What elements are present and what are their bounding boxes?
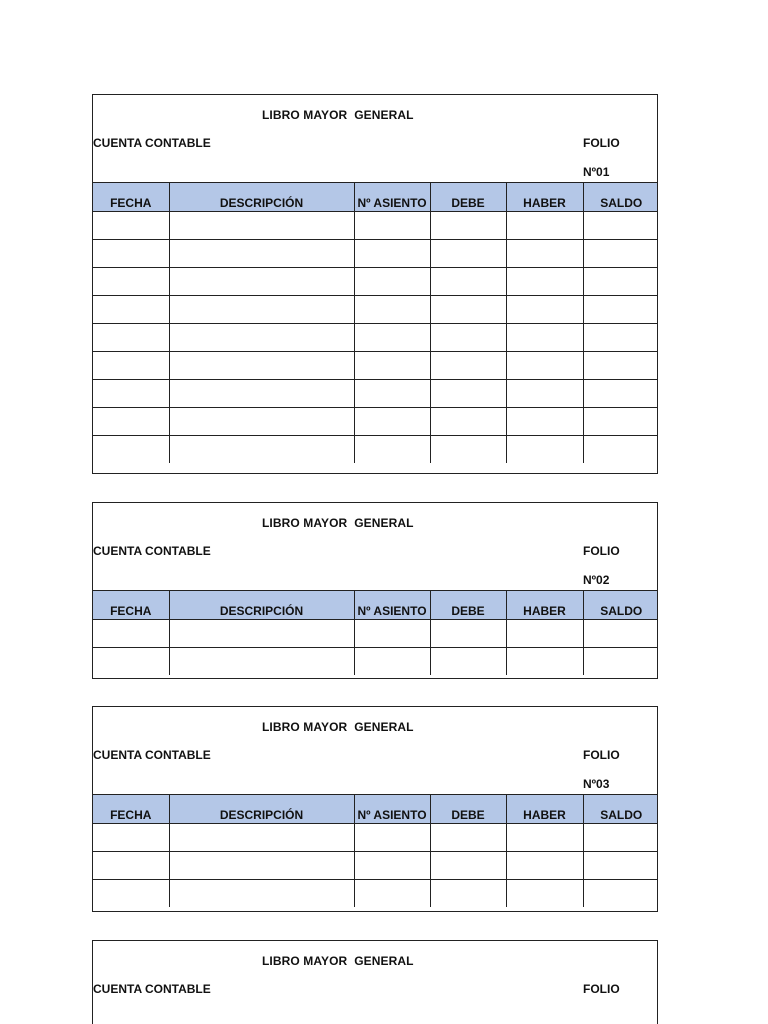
table-cell[interactable] — [93, 239, 169, 267]
table-cell[interactable] — [506, 379, 583, 407]
ledger-block-1 — [92, 94, 658, 474]
table-cell[interactable] — [354, 823, 430, 851]
column-header: HABER — [506, 183, 583, 211]
table-cell[interactable] — [430, 435, 506, 463]
column-header: DEBE — [430, 795, 506, 823]
table-cell[interactable] — [583, 323, 658, 351]
table-cell[interactable] — [169, 323, 354, 351]
column-header: DEBE — [430, 591, 506, 619]
ledger-title: LIBRO MAYOR GENERAL — [262, 720, 414, 734]
folio-number: Nº03 — [583, 777, 610, 791]
table-cell[interactable] — [93, 351, 169, 379]
column-header: FECHA — [93, 795, 169, 823]
ledger-title: LIBRO MAYOR GENERAL — [262, 954, 414, 968]
table-cell[interactable] — [93, 851, 169, 879]
table-cell[interactable] — [354, 295, 430, 323]
table-cell[interactable] — [430, 267, 506, 295]
table-cell[interactable] — [430, 239, 506, 267]
table-cell[interactable] — [169, 435, 354, 463]
table-cell[interactable] — [93, 379, 169, 407]
table-cell[interactable] — [430, 619, 506, 647]
folio-number: Nº02 — [583, 573, 610, 587]
table-cell[interactable] — [583, 379, 658, 407]
table-row — [93, 295, 658, 323]
table-cell[interactable] — [430, 323, 506, 351]
ledger-block-3 — [92, 706, 658, 912]
table-cell[interactable] — [430, 879, 506, 907]
table-cell[interactable] — [430, 647, 506, 675]
table-cell[interactable] — [506, 823, 583, 851]
table-cell[interactable] — [354, 619, 430, 647]
table-row — [93, 267, 658, 295]
table-cell[interactable] — [583, 239, 658, 267]
table-cell[interactable] — [583, 211, 658, 239]
folio-label: FOLIO — [583, 748, 620, 762]
table-cell[interactable] — [583, 823, 658, 851]
table-cell[interactable] — [506, 211, 583, 239]
table-cell[interactable] — [506, 851, 583, 879]
table-cell[interactable] — [583, 267, 658, 295]
table-row — [93, 407, 658, 435]
table-row — [93, 823, 658, 851]
table-cell[interactable] — [354, 211, 430, 239]
ledger-header — [93, 707, 657, 795]
table-cell[interactable] — [169, 619, 354, 647]
table-cell[interactable] — [583, 879, 658, 907]
table-row — [93, 435, 658, 463]
column-header-row — [93, 183, 658, 211]
table-cell[interactable] — [506, 239, 583, 267]
table-row — [93, 239, 658, 267]
column-header: DEBE — [430, 183, 506, 211]
table-cell[interactable] — [169, 379, 354, 407]
ledger-title: LIBRO MAYOR GENERAL — [262, 516, 414, 530]
column-header-row — [93, 591, 658, 619]
folio-number: Nº01 — [583, 165, 610, 179]
table-cell[interactable] — [354, 435, 430, 463]
table-cell[interactable] — [93, 267, 169, 295]
column-header: SALDO — [583, 183, 658, 211]
table-row — [93, 379, 658, 407]
table-cell[interactable] — [169, 851, 354, 879]
table-cell[interactable] — [93, 647, 169, 675]
column-header: FECHA — [93, 183, 169, 211]
table-cell[interactable] — [583, 407, 658, 435]
table-row — [93, 351, 658, 379]
table-cell[interactable] — [506, 323, 583, 351]
table-cell[interactable] — [354, 239, 430, 267]
ledger-header — [93, 941, 657, 1024]
table-cell[interactable] — [506, 295, 583, 323]
table-cell[interactable] — [583, 295, 658, 323]
table-cell[interactable] — [354, 351, 430, 379]
table-cell[interactable] — [169, 647, 354, 675]
table-cell[interactable] — [430, 851, 506, 879]
column-header: DESCRIPCIÓN — [169, 795, 354, 823]
table-cell[interactable] — [93, 619, 169, 647]
table-cell[interactable] — [169, 239, 354, 267]
table-cell[interactable] — [169, 295, 354, 323]
ledger-block-2 — [92, 502, 658, 679]
account-label: CUENTA CONTABLE — [93, 136, 211, 150]
table-cell[interactable] — [583, 647, 658, 675]
table-cell[interactable] — [506, 619, 583, 647]
column-header: HABER — [506, 795, 583, 823]
table-cell[interactable] — [354, 879, 430, 907]
table-cell[interactable] — [169, 267, 354, 295]
account-label: CUENTA CONTABLE — [93, 544, 211, 558]
table-cell[interactable] — [93, 435, 169, 463]
table-cell[interactable] — [354, 407, 430, 435]
column-header: Nº ASIENTO — [354, 183, 430, 211]
table-cell[interactable] — [354, 851, 430, 879]
table-cell[interactable] — [430, 351, 506, 379]
table-row — [93, 211, 658, 239]
table-row — [93, 879, 658, 907]
table-row — [93, 647, 658, 675]
table-cell[interactable] — [93, 407, 169, 435]
table-cell[interactable] — [93, 823, 169, 851]
table-cell[interactable] — [93, 295, 169, 323]
column-header: Nº ASIENTO — [354, 795, 430, 823]
table-cell[interactable] — [354, 323, 430, 351]
table-cell[interactable] — [354, 647, 430, 675]
table-cell[interactable] — [430, 211, 506, 239]
ledger-title: LIBRO MAYOR GENERAL — [262, 108, 414, 122]
ledger-table — [93, 591, 658, 675]
column-header: DESCRIPCIÓN — [169, 183, 354, 211]
ledger-header — [93, 503, 657, 591]
column-header: Nº ASIENTO — [354, 591, 430, 619]
table-cell[interactable] — [583, 619, 658, 647]
ledger-block-4 — [92, 940, 658, 1024]
table-cell[interactable] — [506, 407, 583, 435]
table-cell[interactable] — [583, 435, 658, 463]
folio-label: FOLIO — [583, 136, 620, 150]
table-cell[interactable] — [169, 823, 354, 851]
ledger-table — [93, 795, 658, 907]
column-header: HABER — [506, 591, 583, 619]
ledger-table — [93, 183, 658, 463]
table-cell[interactable] — [93, 323, 169, 351]
table-cell[interactable] — [93, 879, 169, 907]
table-cell[interactable] — [93, 211, 169, 239]
table-cell[interactable] — [506, 267, 583, 295]
account-label: CUENTA CONTABLE — [93, 982, 211, 996]
column-header: SALDO — [583, 795, 658, 823]
table-cell[interactable] — [583, 351, 658, 379]
table-cell[interactable] — [169, 351, 354, 379]
table-cell[interactable] — [169, 211, 354, 239]
folio-label: FOLIO — [583, 982, 620, 996]
table-row — [93, 851, 658, 879]
column-header: SALDO — [583, 591, 658, 619]
table-cell[interactable] — [506, 647, 583, 675]
table-cell[interactable] — [430, 379, 506, 407]
table-cell[interactable] — [169, 407, 354, 435]
column-header: DESCRIPCIÓN — [169, 591, 354, 619]
table-cell[interactable] — [430, 295, 506, 323]
table-cell[interactable] — [354, 379, 430, 407]
folio-label: FOLIO — [583, 544, 620, 558]
table-row — [93, 619, 658, 647]
ledger-header — [93, 95, 657, 183]
table-row — [93, 323, 658, 351]
table-cell[interactable] — [506, 879, 583, 907]
account-label: CUENTA CONTABLE — [93, 748, 211, 762]
column-header-row — [93, 795, 658, 823]
table-cell[interactable] — [430, 823, 506, 851]
table-cell[interactable] — [354, 267, 430, 295]
table-cell[interactable] — [506, 351, 583, 379]
table-cell[interactable] — [169, 879, 354, 907]
table-cell[interactable] — [583, 851, 658, 879]
column-header: FECHA — [93, 591, 169, 619]
table-cell[interactable] — [430, 407, 506, 435]
table-cell[interactable] — [506, 435, 583, 463]
